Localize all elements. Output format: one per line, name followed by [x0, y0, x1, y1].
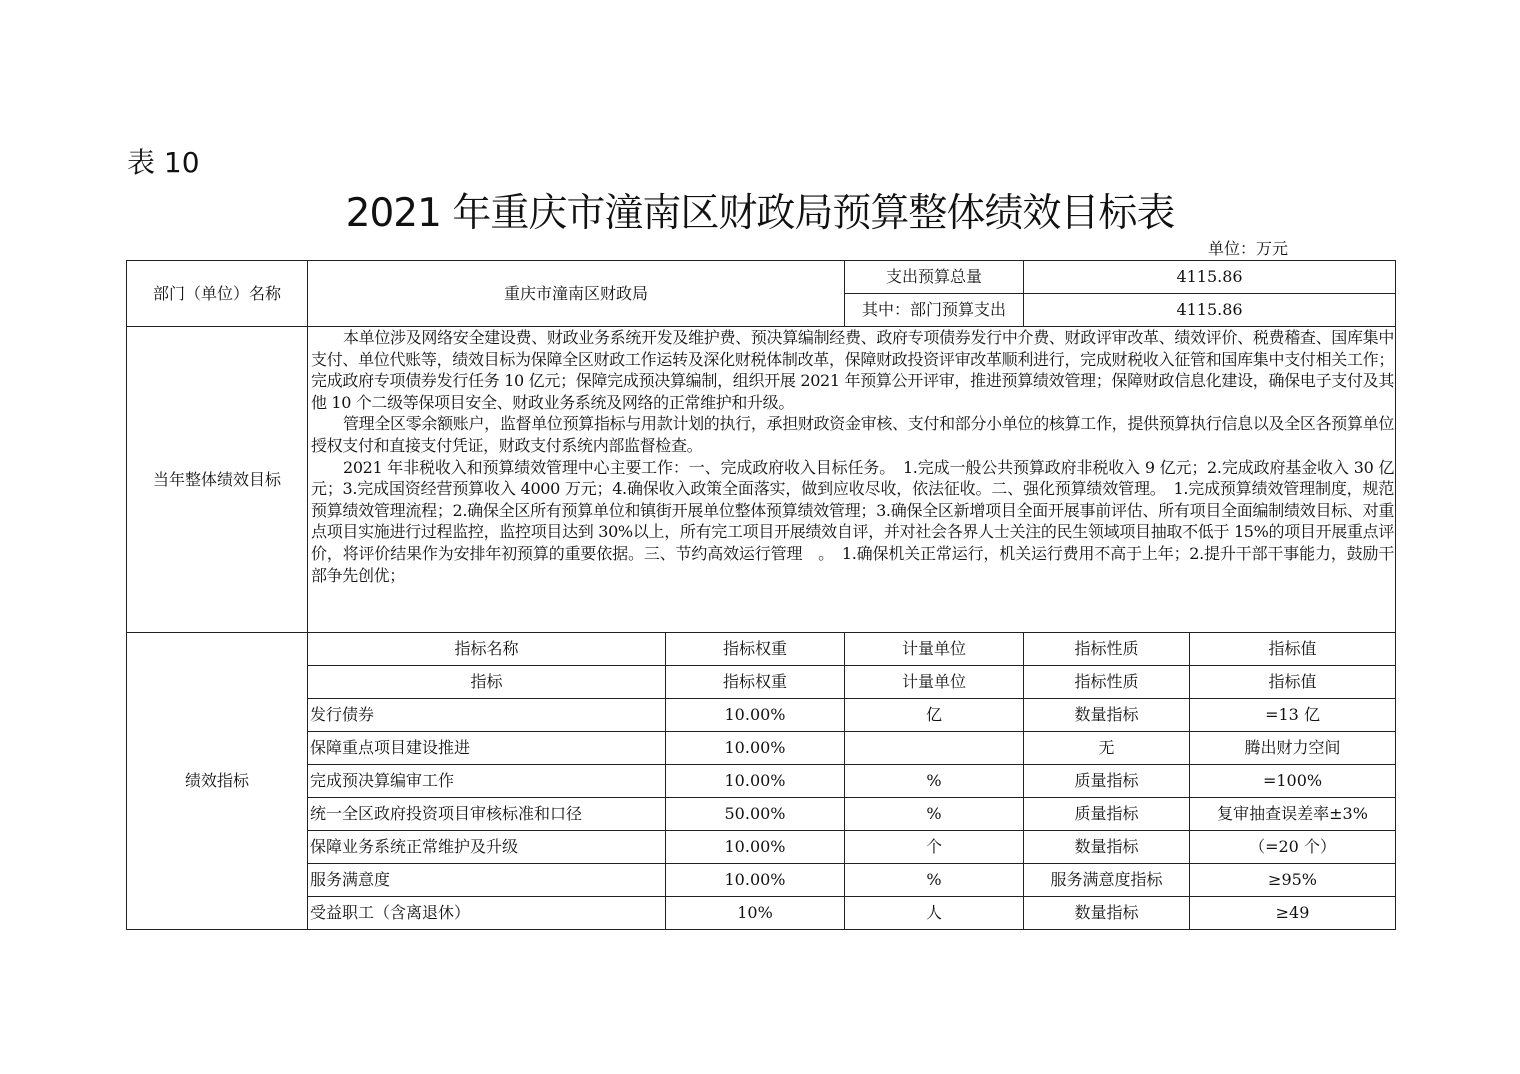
indicator-unit: [845, 732, 1024, 765]
total-budget-value: 4115.86: [1024, 261, 1396, 294]
indicator-unit: 人: [845, 897, 1024, 930]
indicator-type: 服务满意度指标: [1024, 864, 1190, 897]
indicator-name: 服务满意度: [308, 864, 666, 897]
indicator-value: ≥49: [1190, 897, 1396, 930]
indicator-type: 质量指标: [1024, 798, 1190, 831]
header-cell: 指标性质: [1024, 633, 1190, 666]
indicator-row: [127, 831, 1396, 864]
header-cell: 指标值: [1190, 633, 1396, 666]
annual-goal-row: [127, 327, 1396, 633]
indicator-weight: 10%: [666, 897, 845, 930]
indicator-value: 复审抽查误差率±3%: [1190, 798, 1396, 831]
indicator-row: [127, 732, 1396, 765]
unit-label: 单位：万元: [1208, 239, 1289, 258]
indicator-unit: 个: [845, 831, 1024, 864]
indicator-unit: %: [845, 765, 1024, 798]
indicator-weight: 50.00%: [666, 798, 845, 831]
header-cell: 计量单位: [845, 633, 1024, 666]
indicator-name: 发行债券: [308, 699, 666, 732]
indicator-subheader-row: [127, 666, 1396, 699]
indicator-value: =100%: [1190, 765, 1396, 798]
indicator-value: 腾出财力空间: [1190, 732, 1396, 765]
header-cell: 指标性质: [1024, 666, 1190, 699]
goal-paragraph: 2021 年非税收入和预算绩效管理中心主要工作：一、完成政府收入目标任务。 1.完成一般公共预算政府非税收入 9 亿元；2.完成政府基金收入 30 亿元；3.完成国资经营预算收入 4000 万元；4.确保收入政策全面落实，做到应收尽收，依法征收。二、强化预算绩效管理。 1.完成预算绩效管理制度，规范预算绩效管理流程；2.确保全区所有预算单位和镇街开展单位整体预算绩效管理；3.确保全区新增项目全面开展事前评估、所有项目全面编制绩效目标、对重点项目实施进行过程监控，监控项目达到 30%以上，所有完工项目开展绩效自评，并对社会各界人士关注的民生领域项目抽取不低于 15%的项目开展重点评价，将评价结果作为安排年初预算的重要依据。三、节约高效运行管理 。 1.确保机关正常运行，机关运行费用不高于上年；2.提升干部干事能力，鼓励干部争先创优；: [311, 457, 1395, 585]
header-cell: 指标权重: [666, 666, 845, 699]
indicator-row: [127, 798, 1396, 831]
indicators-label: 绩效指标: [127, 633, 308, 930]
indicator-row: [127, 864, 1396, 897]
indicator-name: 完成预决算编审工作: [308, 765, 666, 798]
indicator-type: 质量指标: [1024, 765, 1190, 798]
indicator-name: 保障业务系统正常维护及升级: [308, 831, 666, 864]
info-row-total: [127, 261, 1396, 294]
header-cell: 指标: [308, 666, 666, 699]
indicator-unit: 亿: [845, 699, 1024, 732]
annual-goal-text: [308, 327, 1396, 633]
indicator-unit: %: [845, 864, 1024, 897]
dept-name-label: 部门（单位）名称: [127, 261, 308, 327]
goal-paragraph: 本单位涉及网络安全建设费、财政业务系统开发及维护费、预决算编制经费、政府专项债券发行中介费、财政评审改革、绩效评价、税费稽查、国库集中支付、单位代账等，绩效目标为保障全区财政工作运转及深化财税体制改革，保障财政投资评审改革顺利进行，完成财税收入征管和国库集中支付相关工作；完成政府专项债券发行任务 10 亿元；保障完成预决算编制，组织开展 2021 年预算公开评审，推进预算绩效管理；保障财政信息化建设，确保电子支付及其他 10 个二级等保项目安全、财政业务系统及网络的正常维护和升级。: [311, 328, 1395, 412]
header-cell: 指标权重: [666, 633, 845, 666]
header-cell: 指标值: [1190, 666, 1396, 699]
indicator-type: 数量指标: [1024, 699, 1190, 732]
indicator-row: [127, 897, 1396, 930]
indicator-row: [127, 765, 1396, 798]
indicator-header-row: [127, 633, 1396, 666]
total-budget-label: 支出预算总量: [845, 261, 1024, 294]
indicator-name: 统一全区政府投资项目审核标准和口径: [308, 798, 666, 831]
dept-budget-value: 4115.86: [1024, 294, 1396, 327]
indicator-weight: 10.00%: [666, 765, 845, 798]
indicator-type: 数量指标: [1024, 897, 1190, 930]
dept-name-value: 重庆市潼南区财政局: [308, 261, 845, 327]
indicator-unit: %: [845, 798, 1024, 831]
header-cell: 计量单位: [845, 666, 1024, 699]
indicator-weight: 10.00%: [666, 699, 845, 732]
indicator-type: 数量指标: [1024, 831, 1190, 864]
goal-paragraph: 管理全区零余额账户，监督单位预算指标与用款计划的执行，承担财政资金审核、支付和部分小单位的核算工作，提供预算执行信息以及全区各预算单位授权支付和直接支付凭证，财政支付系统内部监督检查。: [311, 414, 1395, 455]
dept-budget-label: 其中：部门预算支出: [845, 294, 1024, 327]
header-cell: 指标名称: [308, 633, 666, 666]
indicator-type: 无: [1024, 732, 1190, 765]
page-title: 2021 年重庆市潼南区财政局预算整体绩效目标表: [345, 191, 1175, 236]
indicator-row: [127, 699, 1396, 732]
indicator-value: =13 亿: [1190, 699, 1396, 732]
annual-goal-label: 当年整体绩效目标: [127, 327, 308, 633]
indicator-weight: 10.00%: [666, 864, 845, 897]
indicator-name: 保障重点项目建设推进: [308, 732, 666, 765]
indicator-weight: 10.00%: [666, 831, 845, 864]
indicator-weight: 10.00%: [666, 732, 845, 765]
indicator-value: （=20 个）: [1190, 831, 1396, 864]
table-number: 表 10: [127, 146, 200, 179]
performance-target-table: [126, 260, 1396, 930]
indicator-name: 受益职工（含离退休）: [308, 897, 666, 930]
indicator-value: ≥95%: [1190, 864, 1396, 897]
